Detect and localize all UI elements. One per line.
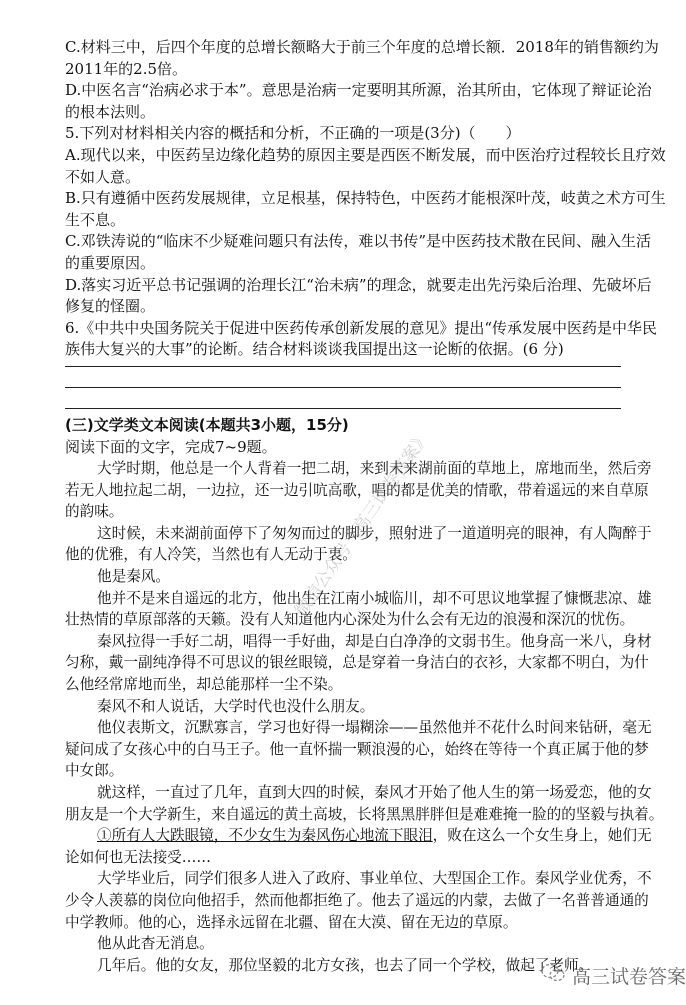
story-line: 中学教师。他的心，选择永远留在北疆、留在大漠、留在无边的草原。 [65, 913, 518, 931]
underlined-sentence-line [65, 825, 652, 847]
question-line: 6.《中共中央国务院关于促进中医药传承创新发展的意见》提出“传承发展中医药是中华民 [65, 318, 657, 337]
story-line: 壮热情的草原部落的天籁。没有人知道他内心深处为什么会有无边的浪漫和深沉的忧伤。 [65, 611, 635, 629]
story-line: 少令人羡慕的岗位向他招手，然而他都拒绝了。他去了遥远的内蒙，去做了一名普普通通的 [65, 891, 649, 909]
story-line: 么他经常席地而坐，却总能那样一尘不染。 [65, 676, 343, 694]
story-line: 秦风不和人说话，大学时代也没什么朋友。 [97, 697, 375, 715]
story-line: 若无人地拉起二胡，一边拉，还一边引吭高歌，唱的都是优美的情歌，带着遥远的来自草原 [65, 481, 649, 499]
underlined-sentence: ①所有人大跌眼镜，不少女生为秦风伤心地流下眼泪 [97, 827, 433, 845]
story-line: 中女郎。 [65, 762, 124, 780]
question-line: D.落实习近平总书记强调的治理长江“治未病”的理念，就要走出先污染后治理、先破坏后 [65, 275, 652, 294]
question-line: D.中医名言“治病必求于本”。意思是治病一定要明其所源，治其所由，它体现了辩证论治 [65, 81, 652, 100]
question-line: C.邓铁涛说的“临床不少疑难问题只有法传，难以书传”是中医药技术散在民间、融入生活 [65, 232, 652, 251]
instruction: 阅读下面的文字，完成7~9题。 [65, 437, 277, 456]
story-line: 论如何也无法接受…… [65, 848, 211, 866]
question-line: 生不息。 [65, 210, 126, 229]
logo-text: 高三试卷答案 [572, 966, 686, 988]
wechat-logo [540, 962, 686, 989]
answer-line [65, 387, 621, 388]
story-line: 他从此杳无消息。 [97, 935, 214, 953]
story-line: 他的优雅，有人冷笑，当然也有人无动于衷。 [65, 546, 357, 564]
question-line: C.材料三中，后四个年度的总增长额略大于前三个年度的总增长额．2018年的销售额约为 [65, 38, 659, 56]
story-end [65, 868, 652, 976]
section-title: (三)文学类文本阅读(本题共3小题，15分) [65, 415, 349, 434]
question-line: 族伟大复兴的大事”的论断。结合材料谈谈我国提出这一论断的依据。(6 分) [65, 340, 564, 359]
story-line: 大学毕业后，同学们很多人进入了政府、事业单位、大型国企工作。秦风学业优秀，不 [97, 870, 652, 888]
watermark: 微信公众号《高三试卷答案》 [290, 427, 435, 621]
question-line: A.现代以来，中医药呈边缘化趋势的原因主要是西医不断发展，而中医治疗过程较长且疗效 [65, 145, 666, 164]
question-line: 的根本法则。 [65, 102, 156, 121]
story-line: 大学时期，他总是一个人背着一把二胡，来到未来湖前面的草地上，席地而坐，然后旁 [97, 460, 652, 478]
question-line: 修复的怪圈。 [65, 297, 156, 316]
story-line: 他仪表斯文，沉默寡言，学习也好得一塌糊涂——虽然他并不花什么时间来钻研，毫无 [97, 719, 652, 737]
question-line: 不如人意。 [65, 167, 141, 186]
answer-line [65, 408, 621, 409]
story-line: 疑问成了女孩心中的白马王子。他一直怀揣一颗浪漫的心，始终在等待一个真正属于他的梦 [65, 740, 649, 758]
story-line: 的韵味。 [65, 503, 124, 521]
sentence-rest: ，败在这么一个女生身上，她们无 [432, 827, 652, 845]
story-line: 朋友是一个大学新生，来自遥远的黄土高坡，长将黑黑胖胖但是难难掩一脸的的坚毅与执着。 [65, 805, 664, 823]
question-line: 的重要原因。 [65, 253, 156, 272]
story-line: 匀称，戴一副纯净得不可思议的银丝眼镜，总是穿着一身洁白的衣衫，大家都不明白，为什 [65, 654, 649, 672]
story-line: 他是秦风。 [97, 568, 170, 586]
story-line: 几年后。他的女友，那位坚毅的北方女孩，也去了同一个学校，做起了老师。 [97, 956, 594, 974]
story-line: 就这样，一直过了几年，直到大四的时候，秦风才开始了他人生的第一场爱恋，他的女 [97, 784, 652, 801]
story-text [65, 458, 664, 825]
story-line: 他并不是来自遥远的北方，他出生在江南小城临川，却不可思议地掌握了慷慨悲凉、雄 [97, 589, 652, 607]
answer-lines [65, 361, 621, 409]
answer-line [65, 366, 621, 367]
question-line: 5.下列对材料相关内容的概括和分析，不正确的一项是(3分)（ ） [65, 124, 521, 143]
exam-page [65, 37, 666, 976]
questions-block [65, 37, 666, 361]
question-line: 2011年的2.5倍。 [65, 59, 188, 78]
question-line: B.只有遵循中医药发展规律，立足根基，保持特色，中医药才能根深叶茂，岐黄之术方可生 [65, 189, 666, 208]
story-line: 这时候，未来湖前面停下了匆匆而过的脚步，照射进了一道道明亮的眼神，有人陶醉于 [97, 524, 652, 542]
story-line: 秦风拉得一手好二胡，唱得一手好曲，却是白白净净的文弱书生。他身高一米八，身材 [97, 632, 652, 650]
wechat-icon [540, 962, 566, 989]
